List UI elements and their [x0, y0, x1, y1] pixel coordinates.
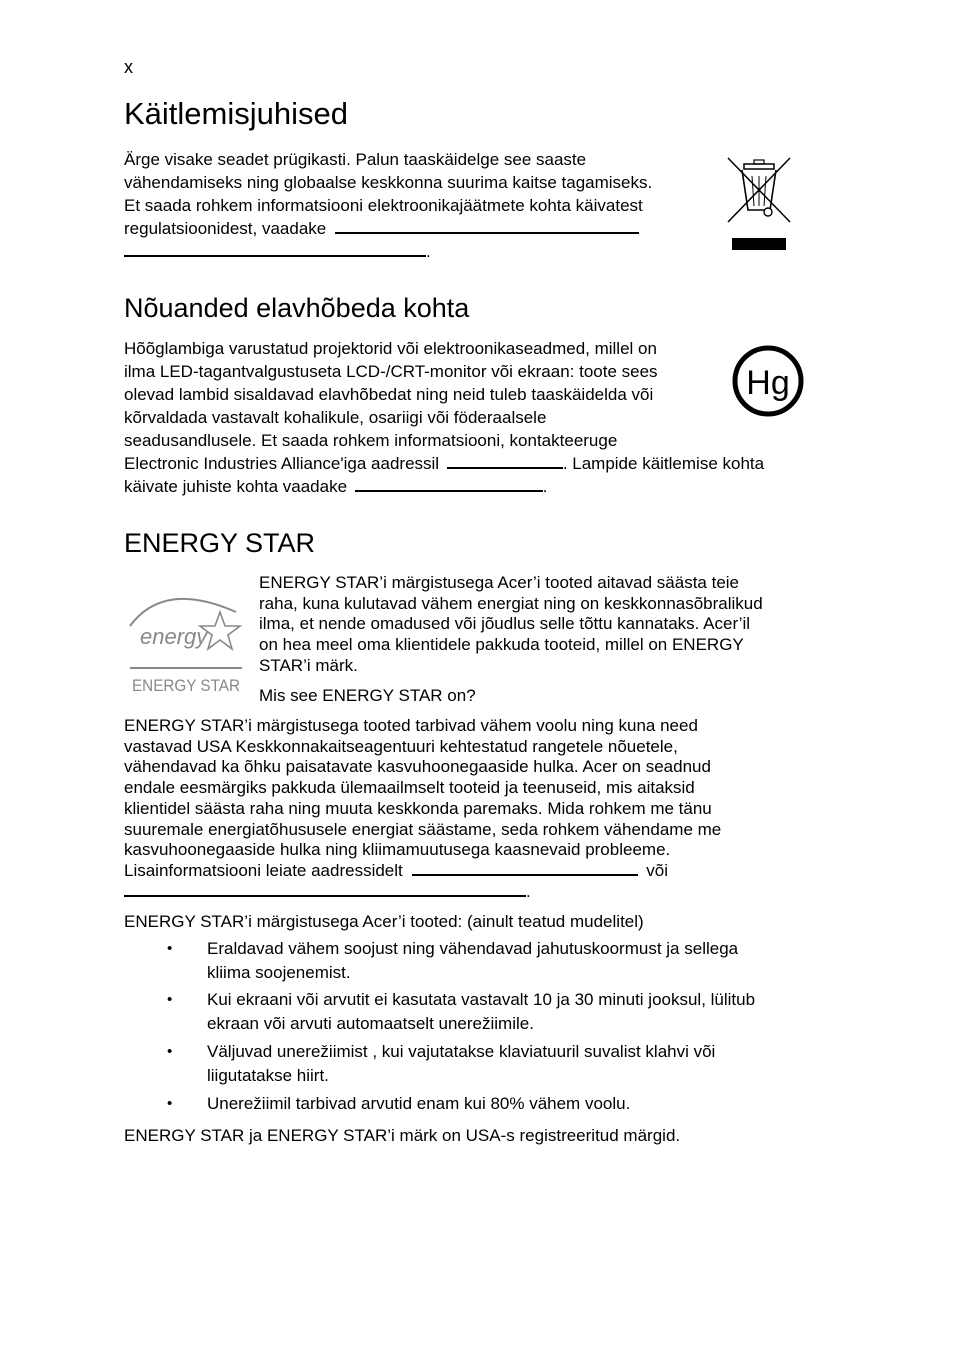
energy-body-line: endale eesmärgiks pakkuda ülemaailmselt tooteid ja teenuseid, mis aitaksid [124, 778, 695, 798]
energy-products-heading: ENERGY STAR’i märgistusega Acer’i tooted: (ainult teatud mudelitel) [124, 912, 644, 931]
disposal-link-blank-2[interactable] [124, 241, 426, 257]
energy-body-line: vastavad USA Keskkonnakaitseagentuuri kehtestatud rangetele nõuetele, [124, 736, 678, 756]
page-number: x [124, 57, 133, 77]
mercury-line: käivate juhiste kohta vaadake . [124, 477, 548, 496]
energy-body-line: ENERGY STAR’i märgistusega tooted tarbivad vähem voolu ning kuna need [124, 716, 698, 735]
mercury-line: seadusandlusele. Et saada rohkem informatsiooni, kontakteeruge [124, 431, 618, 450]
energy-script-icon: energy [140, 624, 208, 649]
energy-body-line: vähendavad ka õhku paisatavate kasvuhoonegaaside hulka. Acer on seadnud [124, 757, 711, 777]
energy-intro-line: on hea meel oma klientidele pakkuda tooteid, millel on ENERGY [259, 635, 744, 655]
energy-star-logo [124, 582, 246, 694]
section-title-energy-star: ENERGY STAR [124, 528, 316, 558]
energy-footer: ENERGY STAR ja ENERGY STAR’i märk on USA-s registreeritud märgid. [124, 1126, 681, 1145]
energy-intro-line: raha, kuna kulutavad vähem energiat ning on keskkonnasõbralikud [259, 593, 763, 613]
mercury-line: kõrvaldada vastavalt kohalikule, osariigi või föderaalsele [124, 408, 547, 427]
energy-link-blank-1[interactable] [412, 862, 638, 876]
list-item: • Unerežiimil tarbivad arvutid enam kui 80% vähem voolu. [207, 1092, 630, 1116]
mercury-line: olevad lambid sisaldavad elavhõbedat ning neid tuleb taaskäidelda või [124, 385, 654, 404]
disposal-link-blank-1[interactable] [335, 218, 639, 234]
energy-question: Mis see ENERGY STAR on? [259, 686, 476, 705]
energy-intro-line: ilma, et nende omadused või jõudlus selle tõttu kannataks. Acer’il [259, 614, 751, 634]
energy-body-line: . [124, 882, 824, 903]
energy-body-line: Lisainformatsiooni leiate aadressidelt või [124, 860, 668, 880]
mercury-hg-icon [730, 343, 806, 419]
energy-intro-line: STAR’i märk. [259, 655, 358, 675]
bullet-icon: • [167, 1043, 173, 1060]
disposal-text [124, 148, 714, 263]
energy-intro-line: ENERGY STAR’i märgistusega Acer’i tooted aitavad säästa teie [259, 573, 740, 592]
mercury-text [124, 337, 824, 498]
disposal-line: vähendamiseks ning globaalse keskkonna suurima kaitse tagamiseks. [124, 173, 653, 192]
disposal-line: Et saada rohkem informatsiooni elektroonikajäätmete kohta käivatest [124, 196, 643, 215]
energy-body-line: klientidel säästa raha ning muuta keskkonda paremaks. Mida rohkem me tänu [124, 798, 712, 818]
bullet-icon: • [167, 991, 173, 1008]
eia-link-blank[interactable] [447, 453, 563, 469]
mercury-line: ilma LED-tagantvalgustuseta LCD-/CRT-monitor või ekraan: toote sees [124, 362, 658, 381]
energy-body [124, 716, 824, 902]
energy-body-line: suuremale energiatõhususele energiat säästame, seda rohkem vähendame me [124, 819, 722, 839]
energy-body-line: kasvuhoonegaaside hulka ning kliimamuutusega kaasnevaid probleeme. [124, 840, 671, 860]
energy-intro [259, 573, 819, 677]
disposal-line: regulatsioonidest, vaadake [124, 217, 714, 240]
hg-icon-label: Hg [746, 364, 790, 402]
disposal-line: . [124, 240, 714, 263]
bullet-icon: • [167, 1095, 173, 1112]
bullet-icon: • [167, 940, 173, 957]
mercury-line: Electronic Industries Alliance'iga aadressil . Lampide käitlemise kohta [124, 454, 765, 473]
section-title-mercury: Nõuanded elavhõbeda kohta [124, 293, 470, 323]
section-title-disposal: Käitlemisjuhised [124, 96, 348, 131]
lamp-disposal-link-blank[interactable] [355, 476, 543, 492]
list-item: • Eraldavad vähem soojust ning vähendavad jahutuskoormust ja sellega kliima soojenemist. [167, 939, 739, 982]
weee-crossed-bin-icon [724, 154, 794, 254]
list-item: • Väljuvad unerežiimist , kui vajutatakse klaviatuuril suvalist klahvi või liigutatakse hiirt. [167, 1042, 716, 1085]
mercury-line: Hõõglambiga varustatud projektorid või elektroonikaseadmed, millel on [124, 339, 657, 358]
list-item: • Kui ekraani või arvutit ei kasutata vastavalt 10 ja 30 minuti jooksul, lülitub ekraan või arvuti automaatselt unerežiimile. [167, 990, 756, 1033]
disposal-line: Ärge visake seadet prügikasti. Palun taaskäidelge see saaste [124, 150, 587, 169]
energy-star-logo-label: ENERGY STAR [132, 676, 240, 694]
energy-link-blank-2[interactable] [124, 883, 526, 897]
